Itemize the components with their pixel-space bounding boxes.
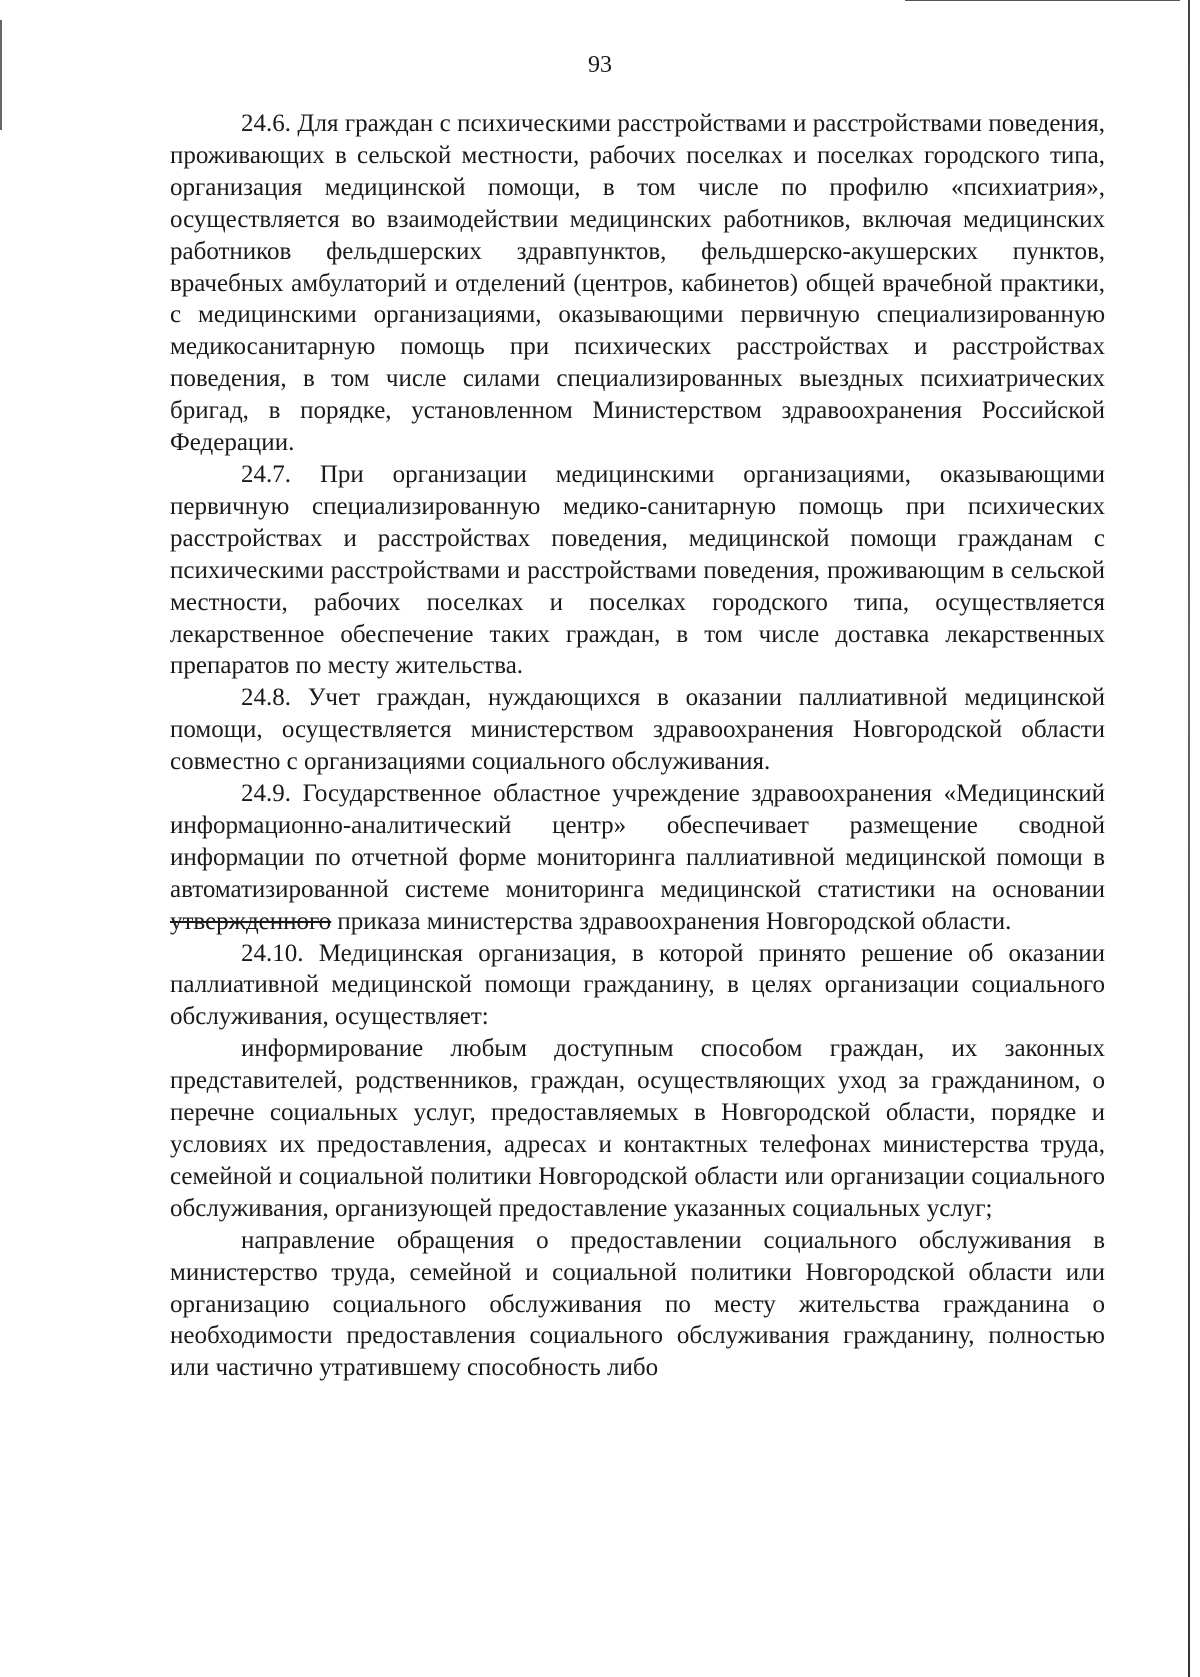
paragraph-24-6: 24.6. Для граждан с психическими расстройствами и расстройствами поведения, проживающих в сельской местности, рабочих поселках и поселках городского типа, организация медицинской помощи, в том числе по профилю «психиатрия», осуществляется во взаимодействии медицинских работников, включая медицинских работников фельдшерских здравпунктов, фельдшерско-акушерских пунктов, врачебных амбулаторий и отделений (центров, кабинетов) общей врачебной практики, с медицинскими организациями, оказывающими первичную специализированную медикосанитарную помощь при психических расстройствах и расстройствах поведения, в том числе силами специализированных выездных психиатрических бригад, в порядке, установленном Министерством здравоохранения Российской Федерации.	[170, 110, 1105, 457]
paragraph-24-10: 24.10. Медицинская организация, в которой принято решение об оказании паллиативной медицинской помощи гражданину, в целях организации социального обслуживания, осуществляет:	[170, 939, 1105, 1031]
scan-edge-right	[1188, 0, 1190, 1677]
scan-edge-top	[905, 0, 1180, 1]
list-item-referral: направление обращения о предоставлении социального обслуживания в министерство труда, семейной и социальной политики Новгородской области или организацию социального обслуживания по месту жительства гражданина о необходимости предоставления социального обслуживания гражданину, полностью или частично утратившему способность либо	[170, 1226, 1105, 1382]
document-body	[170, 108, 1105, 1384]
paragraph-24-9-text-start: 24.9. Государственное областное учреждение здравоохранения «Медицинский информационно-аналитический центр» обеспечивает размещение сводной информации по отчетной форме мониторинга паллиативной медицинской помощи в автоматизированной системе мониторинга медицинской статистики на основании	[170, 780, 1105, 903]
paragraph-24-9-text-end: приказа министерства здравоохранения Новгородской области.	[331, 907, 1012, 935]
paragraph-24-9	[170, 778, 1105, 938]
paragraph-24-8: 24.8. Учет граждан, нуждающихся в оказании паллиативной медицинской помощи, осуществляется министерством здравоохранения Новгородской области совместно с организациями социального обслуживания.	[170, 684, 1105, 776]
paragraph-24-7: 24.7. При организации медицинскими организациями, оказывающими первичную специализированную медико-санитарную помощь при психических расстройствах и расстройствах поведения, медицинской помощи гражданам с психическими расстройствами и расстройствами поведения, проживающим в сельской местности, рабочих поселках и поселках городского типа, осуществляется лекарственное обеспечение таких граждан, в том числе доставка лекарственных препаратов по месту жительства.	[170, 460, 1105, 680]
struck-word: утвержденного	[170, 907, 332, 935]
page-number: 93	[588, 52, 612, 78]
list-item-informing: информирование любым доступным способом граждан, их законных представителей, родственников, граждан, осуществляющих уход за гражданином, о перечне социальных услуг, предоставляемых в Новгородской области, порядке и условиях их предоставления, адресах и контактных телефонах министерства труда, семейной и социальной политики Новгородской области или организации социального обслуживания, организующей предоставление указанных социальных услуг;	[170, 1035, 1105, 1222]
